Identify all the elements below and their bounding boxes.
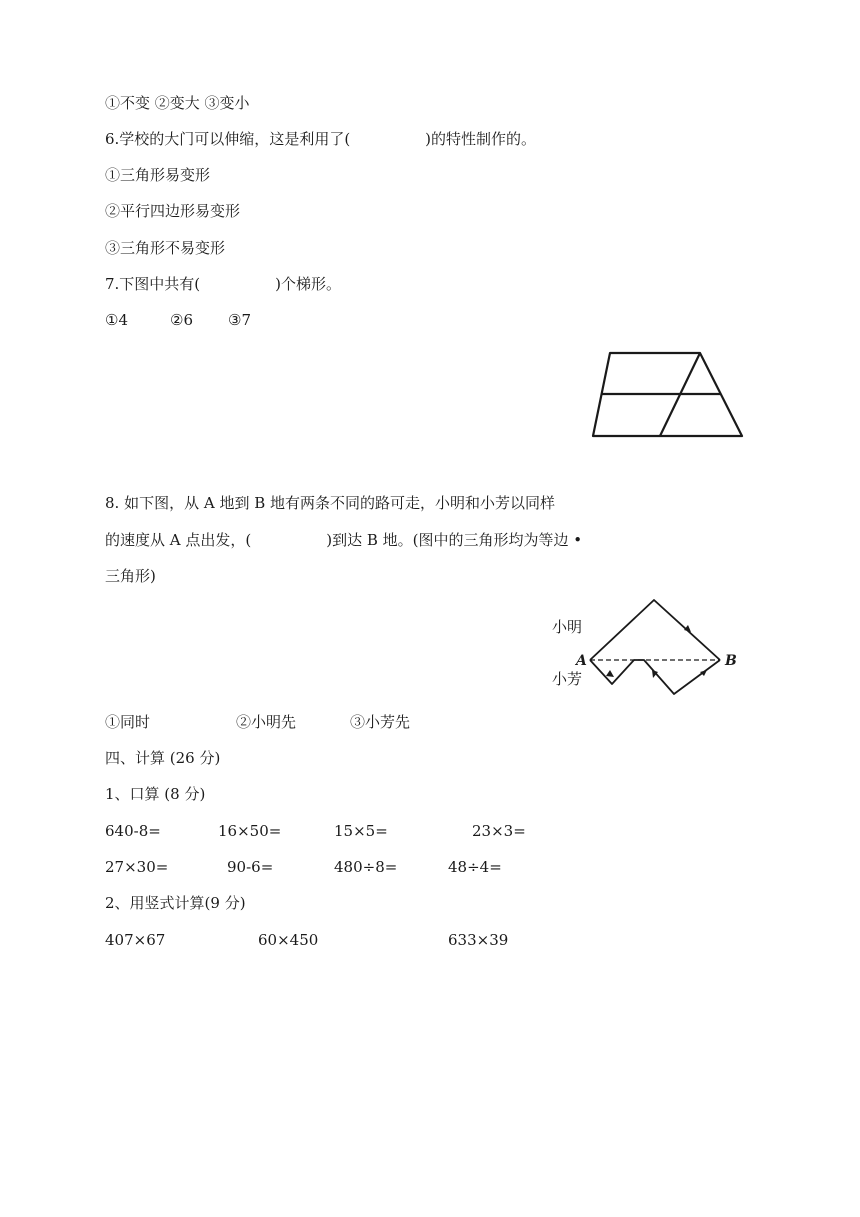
q5-options: ①不变 ②变大 ③变小 [105, 94, 250, 112]
vertical-calc-item: 60×450 [258, 931, 319, 949]
mental-math-item: 15×5= [334, 822, 388, 840]
xiaoming-path [590, 600, 720, 660]
mental-math-item: 90-6= [227, 858, 274, 876]
q8-option-2: ②小明先 [236, 713, 297, 731]
mental-math-item: 480÷8= [334, 858, 398, 876]
vertical-calc-item: 633×39 [448, 931, 509, 949]
section-4-subheading-1: 1、口算 (8 分) [105, 785, 206, 803]
question-8-line-3: 三角形) [105, 567, 156, 585]
q6-option-1: ①三角形易变形 [105, 166, 211, 184]
question-7: 7.下图中共有( )个梯形。 [105, 275, 342, 293]
label-xiaofang: 小芳 [552, 670, 583, 688]
q7-option-1: ①4 [105, 311, 128, 329]
mental-math-item: 27×30= [105, 858, 169, 876]
q7-option-2: ②6 [170, 311, 193, 329]
arrow-marker [606, 670, 614, 677]
trapezoid-figure [590, 348, 750, 443]
section-4-heading: 四、计算 (26 分) [105, 749, 221, 767]
section-4-subheading-2: 2、用竖式计算(9 分) [105, 894, 246, 912]
label-xiaoming: 小明 [552, 618, 583, 636]
q8-option-3: ③小芳先 [350, 713, 411, 731]
label-point-a: A [576, 653, 587, 669]
q8-option-1: ①同时 [105, 713, 151, 731]
question-8-line-2: 的速度从 A 点出发，( )到达 B 地。(图中的三角形均为等边 • [105, 531, 583, 549]
question-6: 6.学校的大门可以伸缩，这是利用了( )的特性制作的。 [105, 130, 537, 148]
route-figure [548, 596, 768, 706]
q6-option-3: ③三角形不易变形 [105, 239, 226, 257]
mental-math-item: 16×50= [218, 822, 282, 840]
label-point-b: B [725, 653, 737, 669]
mental-math-item: 48÷4= [448, 858, 502, 876]
q7-option-3: ③7 [228, 311, 251, 329]
question-8-line-1: 8. 如下图，从 A 地到 B 地有两条不同的路可走，小明和小芳以同样 [105, 494, 556, 512]
vertical-calc-item: 407×67 [105, 931, 166, 949]
mental-math-item: 23×3= [472, 822, 526, 840]
mental-math-item: 640-8= [105, 822, 161, 840]
xiaofang-path [590, 660, 720, 694]
q6-option-2: ②平行四边形易变形 [105, 202, 241, 220]
